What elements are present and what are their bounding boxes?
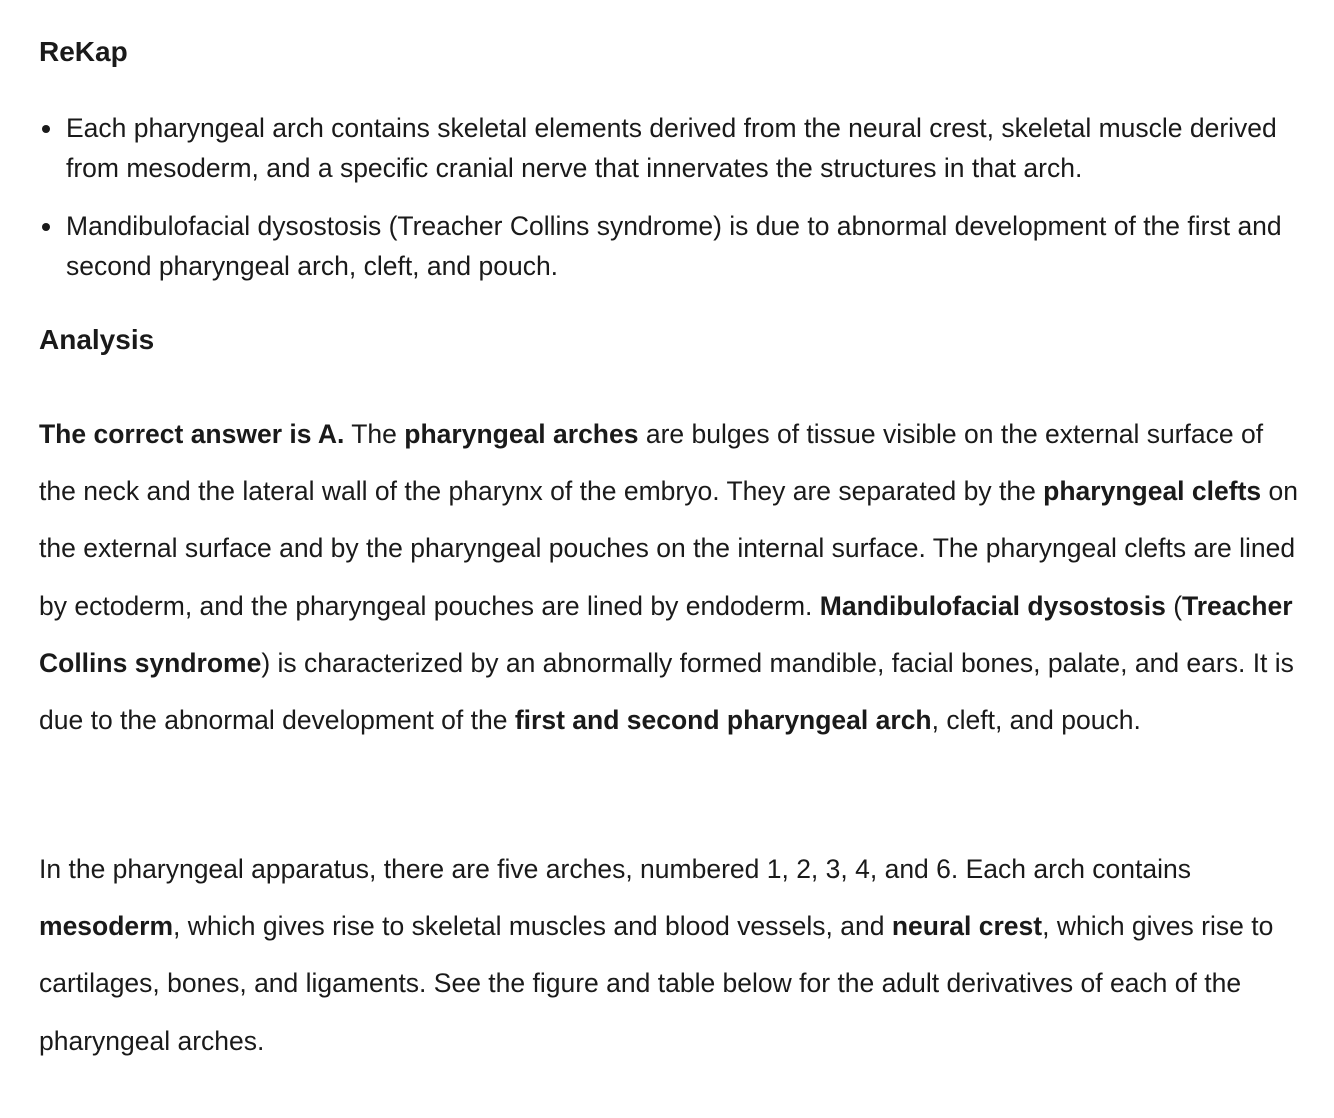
rekap-bullet-list [39,108,1289,304]
answer-statement: The correct answer is A. [39,419,345,449]
analysis-paragraph [39,406,1299,749]
term-highlight: pharyngeal arches [404,419,639,449]
list-item [39,108,1289,188]
bullet-dot-icon [42,223,50,231]
paragraph-text: In the pharyngeal apparatus, there are five arches, numbered 1, 2, 3, 4, and 6. Each arch contains [39,854,1191,884]
paragraph-text: The [344,419,405,449]
paragraph-text: , which gives rise to cartilages, bones, and ligaments. See the figure and table below for the adult derivatives of each of the pharyngeal arches. [39,911,1274,1056]
analysis-heading: Analysis [39,324,155,355]
term-highlight: mesoderm [39,911,174,942]
term-highlight: neural crest [891,911,1043,942]
paragraph-text: , which gives rise to skeletal muscles and blood vessels, and [173,911,892,942]
bullet-text: Mandibulofacial dysostosis (Treacher Collins syndrome) is due to abnormal development of the first and second pharyngeal arch, cleft, and pouch. [66,211,1282,281]
term-highlight: Mandibulofacial dysostosis [819,590,1166,621]
paragraph-text: ( [1165,590,1183,621]
paragraph-text: on the external surface and by the pharyngeal pouches on the internal surface. The pharyngeal clefts are lined by ectoderm, and the pharyngeal pouches are lined by endoderm. [39,476,1298,621]
term-highlight: Treacher Collins syndrome [39,590,1293,678]
rekap-heading: ReKap [39,36,128,67]
bullet-dot-icon [42,125,50,133]
list-item [39,206,1289,286]
analysis-paragraph [39,841,1299,1070]
paragraph-text: ) is characterized by an abnormally formed mandible, facial bones, palate, and ears. It is due to the abnormal development of the [39,647,1294,736]
term-highlight: first and second pharyngeal arch [514,705,932,736]
term-highlight: pharyngeal clefts [1043,476,1262,507]
paragraph-text: , cleft, and pouch. [931,705,1141,736]
paragraph-text: are bulges of tissue visible on the external surface of the neck and the lateral wall of the pharynx of the embryo. They are separated by the [39,419,1264,507]
bullet-text: Each pharyngeal arch contains skeletal elements derived from the neural crest, skeletal muscle derived from mesoderm, and a specific cranial nerve that innervates the structures in that arch. [66,113,1277,183]
